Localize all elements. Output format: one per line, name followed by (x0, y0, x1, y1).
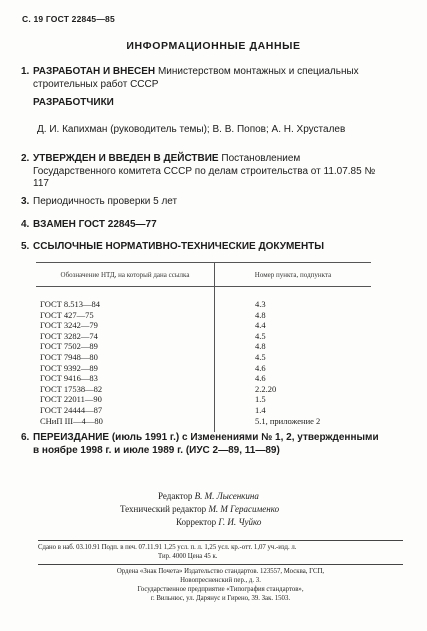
item-heading: ВЗАМЕН ГОСТ 22845—77 (33, 219, 157, 230)
developers-title: РАЗРАБОТЧИКИ (33, 97, 114, 108)
imprint (38, 537, 403, 603)
imprint-line: Ордена «Знак Почета» Издательство стандартов. 123557, Москва, ГСП, (116, 568, 325, 575)
table-row (36, 352, 371, 363)
corrector-name: Г. И. Чуйко (218, 517, 262, 527)
editor-label: Редактор (158, 491, 193, 501)
item-number: 5. (21, 241, 30, 252)
clause-number: 4.6 (255, 362, 266, 373)
divider (38, 564, 403, 565)
editor-line (158, 490, 259, 502)
tech-editor-label: Технический редактор (120, 504, 207, 514)
divider (38, 540, 403, 541)
ntd-designation: ГОСТ 17538—82 (36, 384, 215, 395)
item-number: 4. (21, 219, 30, 230)
clause-number: 1.4 (255, 404, 266, 415)
clause-number: 4.6 (255, 373, 266, 384)
table-row (36, 384, 371, 395)
table-row (36, 341, 371, 352)
clause-number: 4.5 (255, 351, 266, 362)
column-header: Номер пункта, подпункта (215, 263, 372, 287)
ntd-designation: ГОСТ 8.513—84 (36, 287, 215, 310)
item-1 (21, 66, 383, 91)
imprint-line: Государственное предприятие «Типография стандартов», (137, 586, 304, 593)
tech-editor-line (120, 503, 279, 515)
developers-list: Д. И. Капихман (руководитель темы); В. В. Попов; А. Н. Хрусталев (37, 124, 346, 135)
clause-number: 5.1, приложение 2 (255, 415, 321, 426)
ntd-designation: ГОСТ 9416—83 (36, 373, 215, 384)
item-heading: ССЫЛОЧНЫЕ НОРМАТИВНО-ТЕХНИЧЕСКИЕ ДОКУМЕНТЫ (33, 241, 325, 252)
ntd-designation: ГОСТ 9392—89 (36, 363, 215, 374)
imprint-line: Сдано в наб. 03.10.91 Подп. в печ. 07.11.91 1,25 усл. п. л. 1,25 усл. кр.-отт. 1,07 уч.-изд. л. (38, 544, 297, 551)
item-number: 6. (21, 432, 30, 443)
table-row (36, 373, 371, 384)
table-row (36, 416, 371, 433)
imprint-line: Новопресненский пер., д. 3. (180, 577, 261, 584)
clause-number: 2.2.20 (255, 383, 277, 394)
column-header: Обозначение НТД, на который дана ссылка (36, 263, 215, 287)
ntd-designation: ГОСТ 22011—90 (36, 394, 215, 405)
ntd-designation: ГОСТ 3282—74 (36, 331, 215, 342)
item-text: Периодичность проверки 5 лет (33, 196, 178, 207)
page-title: ИНФОРМАЦИОННЫЕ ДАННЫЕ (126, 40, 301, 52)
item-5 (21, 241, 383, 254)
item-3 (21, 196, 383, 209)
item-number: 3. (21, 196, 30, 207)
imprint-line: г. Вильнюс, ул. Дарянус и Гирено, 39. Зак. 1503. (150, 595, 291, 602)
item-text: ПЕРЕИЗДАНИЕ (июль 1991 г.) с Изменениями № 1, 2, утвержденными в ноябре 1998 г. и июле 1989 г. (ИУС 2—89, 11—89) (33, 432, 379, 456)
table-row (36, 363, 371, 374)
references-table (36, 262, 371, 432)
corrector-line (176, 516, 261, 528)
table-row (36, 287, 371, 310)
tech-editor-name: М. М Герасименко (208, 504, 280, 514)
ntd-designation: ГОСТ 24444—87 (36, 405, 215, 416)
item-text: Министерством монтажных и специальных строительных работ СССР (33, 66, 359, 90)
ntd-designation: ГОСТ 7948—80 (36, 352, 215, 363)
table-row (36, 394, 371, 405)
ntd-designation: ГОСТ 3242—79 (36, 320, 215, 331)
item-number: 1. (21, 66, 30, 77)
item-4 (21, 219, 383, 232)
table-row (36, 320, 371, 331)
item-number: 2. (21, 153, 30, 164)
clause-number: 4.3 (255, 299, 266, 309)
editor-name: В. М. Лысенкина (194, 491, 259, 501)
item-text: Постановлением Государственного комитета СССР по делам строительства от 11.07.85 № 117 (33, 153, 376, 189)
item-heading: РАЗРАБОТАН И ВНЕСЕН (33, 66, 156, 77)
clause-number: 4.5 (255, 330, 266, 341)
ntd-designation: СНиП III—4—80 (36, 416, 215, 433)
table-row (36, 310, 371, 321)
clause-number: 4.8 (255, 341, 266, 352)
imprint-line: Тир. 4000 Цена 45 к. (158, 553, 218, 560)
item-6 (21, 432, 383, 457)
item-2 (21, 153, 383, 191)
table-row (36, 405, 371, 416)
clause-number: 1.5 (255, 394, 266, 405)
clause-number: 4.8 (255, 309, 266, 320)
clause-number: 4.4 (255, 320, 266, 331)
item-heading: УТВЕРЖДЕН И ВВЕДЕН В ДЕЙСТВИЕ (33, 153, 219, 164)
page-header: С. 19 ГОСТ 22845—85 (22, 14, 115, 24)
ntd-designation: ГОСТ 7502—89 (36, 341, 215, 352)
table-row (36, 331, 371, 342)
ntd-designation: ГОСТ 427—75 (36, 310, 215, 321)
corrector-label: Корректор (176, 517, 217, 527)
